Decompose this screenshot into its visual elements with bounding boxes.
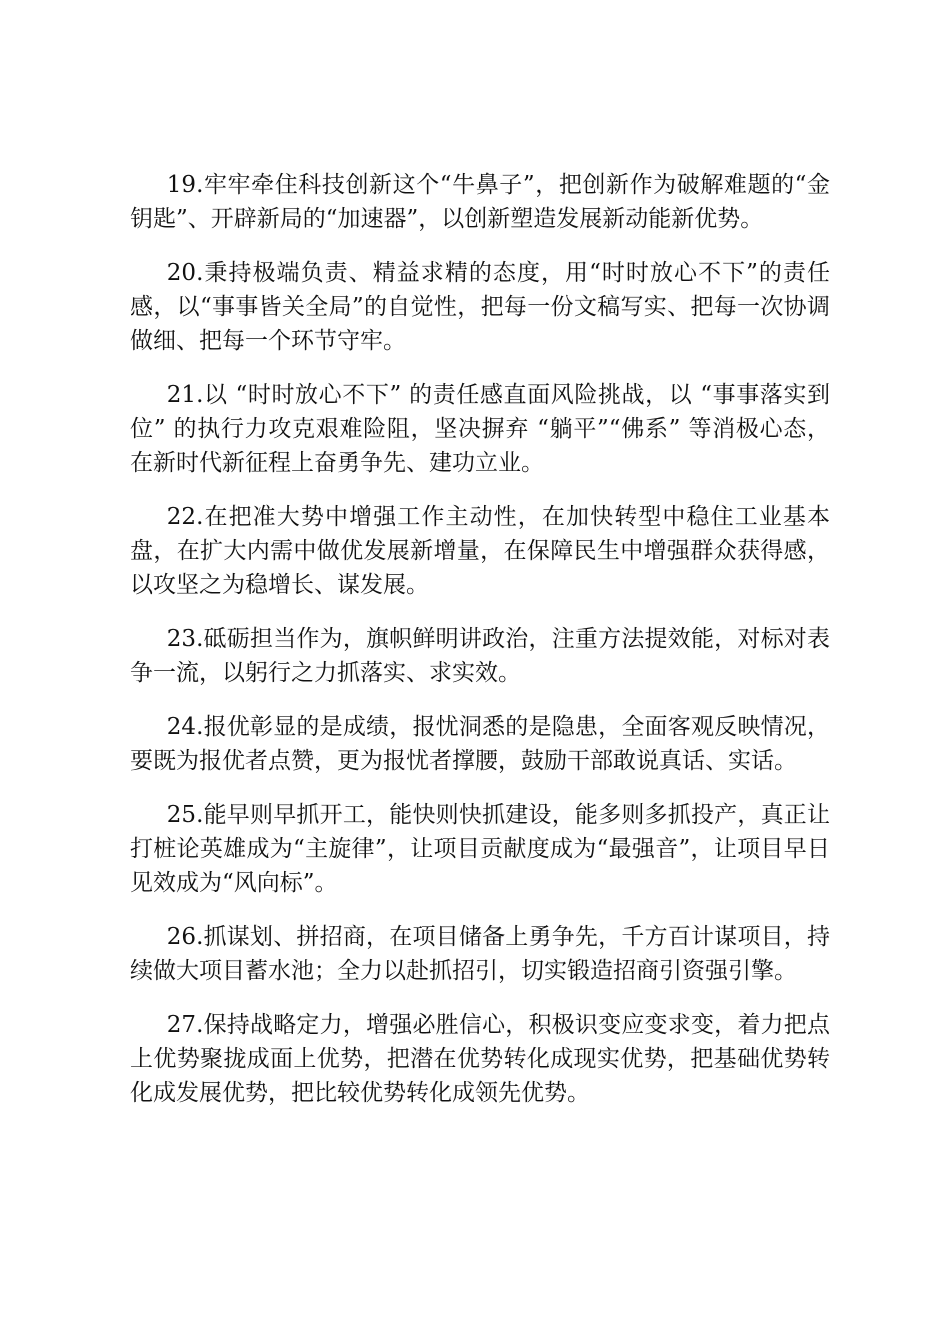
- paragraph-25: 25.能早则早抓开工，能快则快抓建设，能多则多抓投产，真正让打桩论英雄成为“主旋律”，让项目贡献度成为“最强音”，让项目早日见效成为“风向标”。: [130, 802, 830, 896]
- document-body: [130, 168, 830, 1130]
- paragraph-23: 23.砥砺担当作为，旗帜鲜明讲政治，注重方法提效能，对标对表争一流，以躬行之力抓落实、求实效。: [130, 626, 830, 686]
- paragraph-27: 27.保持战略定力，增强必胜信心，积极识变应变求变，着力把点上优势聚拢成面上优势，把潜在优势转化成现实优势，把基础优势转化成发展优势，把比较优势转化成领先优势。: [130, 1012, 830, 1106]
- paragraph-21: 21.以 “时时放心不下” 的责任感直面风险挑战，以 “事事落实到位” 的执行力攻克艰难险阻，坚决摒弃 “躺平”“佛系” 等消极心态，在新时代新征程上奋勇争先、建功立业。: [130, 382, 830, 476]
- paragraph-24: 24.报优彰显的是成绩，报忧洞悉的是隐患，全面客观反映情况，要既为报优者点赞，更为报忧者撑腰，鼓励干部敢说真话、实话。: [130, 714, 830, 774]
- paragraph-22: 22.在把准大势中增强工作主动性，在加快转型中稳住工业基本盘，在扩大内需中做优发展新增量，在保障民生中增强群众获得感，以攻坚之为稳增长、谋发展。: [130, 504, 830, 598]
- paragraph-19: 19.牢牢牵住科技创新这个“牛鼻子”，把创新作为破解难题的“金钥匙”、开辟新局的“加速器”，以创新塑造发展新动能新优势。: [130, 172, 830, 232]
- paragraph-20: 20.秉持极端负责、精益求精的态度，用“时时放心不下”的责任感，以“事事皆关全局”的自觉性，把每一份文稿写实、把每一次协调做细、把每一个环节守牢。: [130, 260, 830, 354]
- paragraph-26: 26.抓谋划、拼招商，在项目储备上勇争先，千方百计谋项目，持续做大项目蓄水池；全力以赴抓招引，切实锻造招商引资强引擎。: [130, 924, 830, 984]
